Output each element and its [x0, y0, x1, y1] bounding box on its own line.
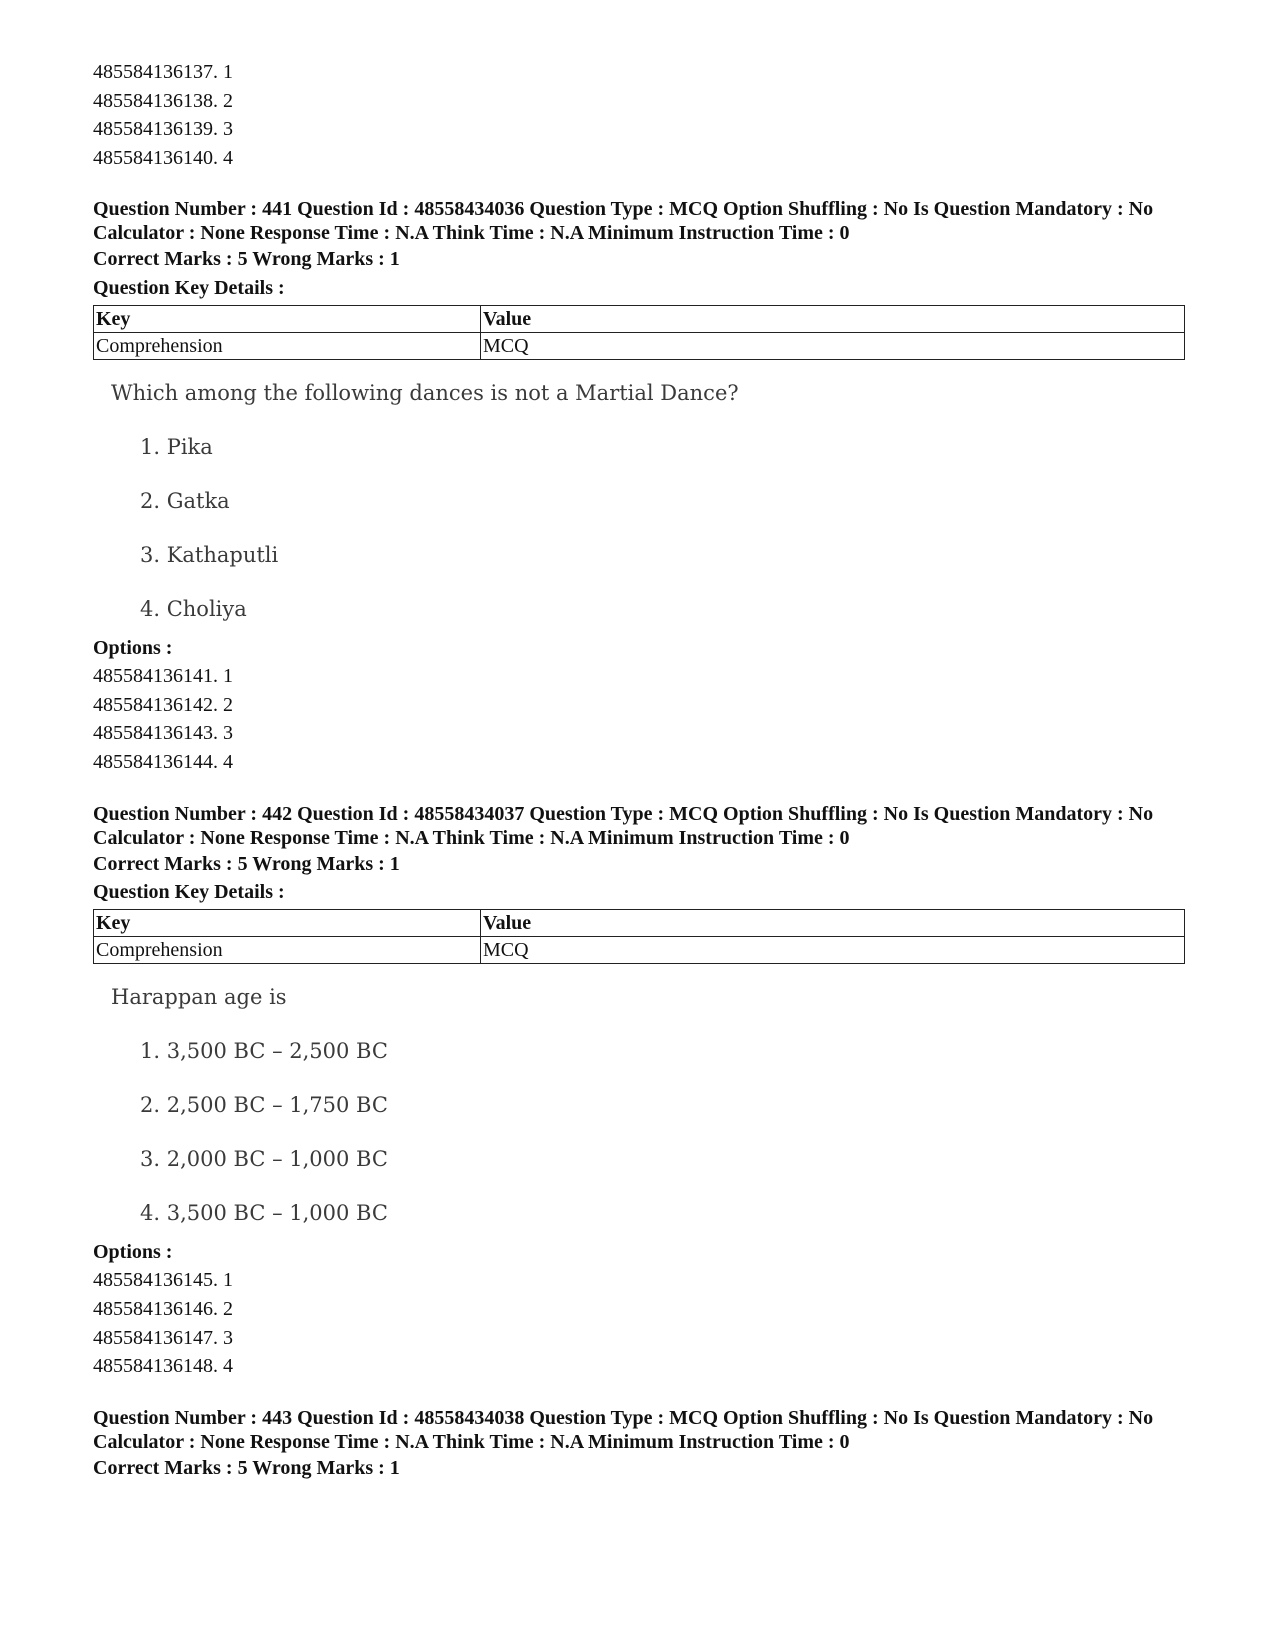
- option-id-line: 485584136139. 3: [93, 118, 233, 141]
- option-id-line: 485584136140. 4: [93, 146, 233, 169]
- key-details-label: Question Key Details :: [93, 881, 285, 904]
- option-id-line: 485584136143. 3: [93, 722, 233, 745]
- table-header-row: [94, 305, 1185, 332]
- question-choice: 1. 3,500 BC – 2,500 BC: [140, 1038, 388, 1063]
- question-marks: Correct Marks : 5 Wrong Marks : 1: [93, 1456, 400, 1479]
- option-id-line: 485584136146. 2: [93, 1297, 233, 1320]
- question-meta: Question Number : 441 Question Id : 48558434036 Question Type : MCQ Option Shuffling : No Is Question Mandatory : No Calculator : None Response Time : N.A Think Time : N.A Minimum Instruction Time : 0: [93, 198, 1154, 245]
- options-label: Options :: [93, 636, 173, 659]
- question-choice: 2. 2,500 BC – 1,750 BC: [140, 1092, 388, 1117]
- table-row: [94, 936, 1185, 963]
- question-choice: 3. Kathaputli: [140, 542, 279, 567]
- question-choice: 1. Pika: [140, 434, 213, 459]
- table-header-row: [94, 909, 1185, 936]
- question-meta: Question Number : 443 Question Id : 48558434038 Question Type : MCQ Option Shuffling : No Is Question Mandatory : No Calculator : None Response Time : N.A Think Time : N.A Minimum Instruction Time : 0: [93, 1406, 1154, 1453]
- question-image: [93, 982, 1185, 1228]
- question-choice: 2. Gatka: [140, 488, 230, 513]
- table-cell-value: MCQ: [481, 936, 1185, 963]
- options-list: [93, 662, 1185, 776]
- key-details-label: Question Key Details :: [93, 276, 285, 299]
- options-label: Options :: [93, 1240, 173, 1263]
- table-row: [94, 332, 1185, 359]
- options-list: [93, 1266, 1185, 1380]
- question-marks: Correct Marks : 5 Wrong Marks : 1: [93, 852, 400, 875]
- document-page: [93, 58, 1185, 1482]
- key-details-table: [93, 909, 1185, 964]
- question-choice: 3. 2,000 BC – 1,000 BC: [140, 1146, 388, 1171]
- table-cell-key: Comprehension: [94, 332, 481, 359]
- table-header-value: Value: [481, 909, 1185, 936]
- question-meta: Question Number : 442 Question Id : 48558434037 Question Type : MCQ Option Shuffling : No Is Question Mandatory : No Calculator : None Response Time : N.A Think Time : N.A Minimum Instruction Time : 0: [93, 802, 1154, 849]
- question-stem: Which among the following dances is not a Martial Dance?: [111, 380, 739, 405]
- option-id-line: 485584136137. 1: [93, 61, 233, 83]
- table-header-key: Key: [94, 909, 481, 936]
- option-id-line: 485584136142. 2: [93, 693, 233, 716]
- question-block-441: [93, 197, 1185, 776]
- option-id-line: 485584136138. 2: [93, 89, 233, 112]
- previous-question-options: [93, 58, 1185, 172]
- question-image: [93, 378, 1185, 624]
- question-marks: Correct Marks : 5 Wrong Marks : 1: [93, 248, 400, 271]
- table-cell-value: MCQ: [481, 332, 1185, 359]
- option-id-line: 485584136147. 3: [93, 1326, 233, 1349]
- question-block-443: [93, 1406, 1185, 1483]
- question-choice: 4. 3,500 BC – 1,000 BC: [140, 1200, 388, 1225]
- option-id-line: 485584136145. 1: [93, 1269, 233, 1292]
- key-details-table: [93, 305, 1185, 360]
- question-choice: 4. Choliya: [140, 596, 247, 621]
- table-header-key: Key: [94, 305, 481, 332]
- table-header-value: Value: [481, 305, 1185, 332]
- option-id-line: 485584136148. 4: [93, 1355, 233, 1378]
- option-id-line: 485584136144. 4: [93, 750, 233, 773]
- question-stem: Harappan age is: [111, 984, 287, 1009]
- option-id-line: 485584136141. 1: [93, 665, 233, 688]
- table-cell-key: Comprehension: [94, 936, 481, 963]
- question-block-442: [93, 802, 1185, 1381]
